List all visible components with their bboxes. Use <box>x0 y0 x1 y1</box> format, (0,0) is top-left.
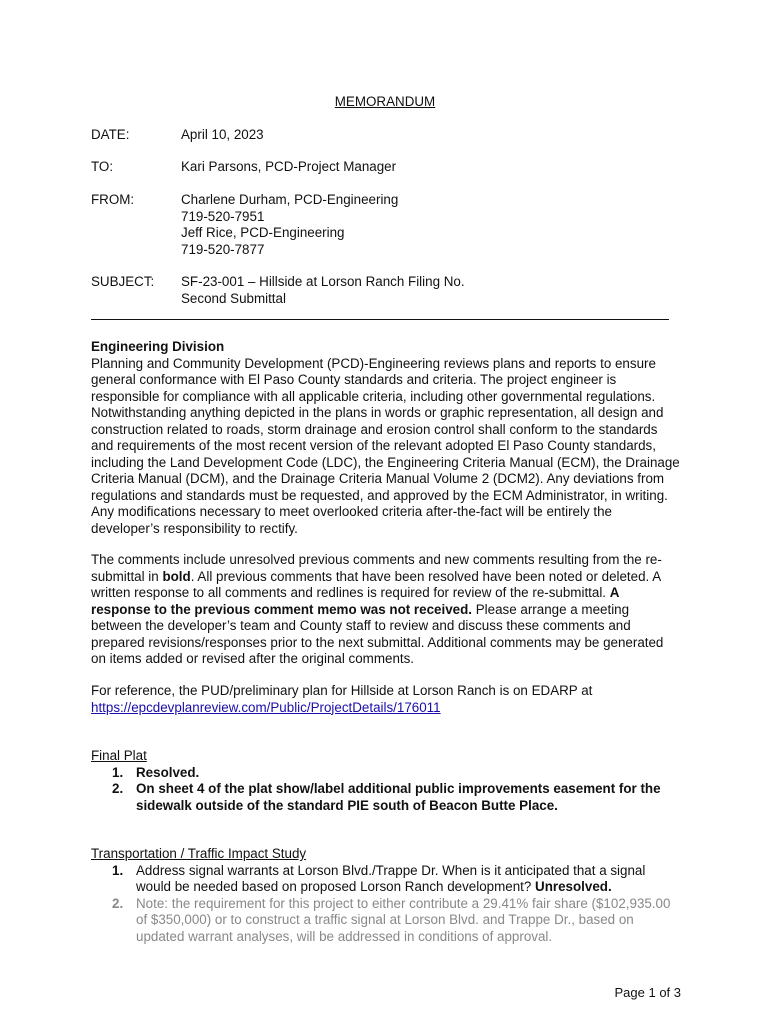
final-plat-section <box>91 748 681 814</box>
date-label: DATE: <box>91 127 130 142</box>
list-text: Note: the requirement for this project to either contribute a 29.41% fair share ($102,935.00 of $350,000) or to construct a traffic signal at Lorson Blvd. and Trappe Dr., based on updated warrant analyses, will be addressed in conditions of approval. <box>136 895 671 944</box>
list-item <box>91 781 681 814</box>
subject-line: Second Submittal <box>181 290 286 306</box>
list-item <box>91 896 681 946</box>
list-number: 1. <box>112 862 124 878</box>
edarp-link[interactable]: https://epcdevplanreview.com/Public/ProjectDetails/176011 <box>91 699 441 715</box>
list-number: 1. <box>112 764 124 780</box>
from-label: FROM: <box>91 192 135 207</box>
final-plat-list <box>91 765 681 815</box>
engineering-heading: Engineering Division <box>91 339 225 354</box>
list-status: Unresolved. <box>535 879 612 894</box>
from-line: Jeff Rice, PCD-Engineering <box>181 225 345 240</box>
final-plat-heading: Final Plat <box>91 748 147 763</box>
comments-bold-sentence: A response to the previous comment memo was not received. <box>91 585 619 617</box>
subject-value <box>181 274 465 307</box>
traffic-heading: Transportation / Traffic Impact Study <box>91 846 307 861</box>
from-line: 719-520-7951 <box>181 208 265 224</box>
list-item <box>91 863 681 896</box>
divider-rule <box>91 319 669 320</box>
comments-text: . All previous comments that have been resolved have been noted or deleted. A written response to all comments and redlines is required for review of the re-submittal. <box>91 568 661 600</box>
list-number: 2. <box>112 895 124 911</box>
engineering-body: Planning and Community Development (PCD)-Engineering reviews plans and reports to ensure general conformance with El Paso County standards and criteria. The project engineer is responsible for compliance with all applicable criteria, including other governmental regulations. Notwithstanding anything depicted in the plans in words or graphic representation, all design and construction related to roads, storm drainage and erosion control shall conform to the standards and requirements of the most recent version of the relevant adopted El Paso County standards, including the Land Development Code (LDC), the Engineering Criteria Manual (ECM), the Drainage Criteria Manual (DCM), and the Drainage Criteria Manual Volume 2 (DCM2). Any deviations from regulations and standards must be requested, and approved by the ECM Administrator, in writing. Any modifications necessary to meet overlooked criteria after-the-fact will be entirely the developer’s responsibility to rectify. <box>91 355 680 536</box>
list-text: Address signal warrants at Lorson Blvd./Trappe Dr. When is it anticipated that a signal would be needed based on proposed Lorson Ranch development? <box>136 862 646 894</box>
to-value: Kari Parsons, PCD-Project Manager <box>181 159 397 174</box>
page-number: Page 1 of 3 <box>614 985 681 1000</box>
list-text: On sheet 4 of the plat show/label additional public improvements easement for the sidewalk outside of the standard PIE south of Beacon Butte Place. <box>136 781 661 813</box>
subject-label: SUBJECT: <box>91 274 155 289</box>
engineering-section <box>91 339 681 537</box>
from-line: Charlene Durham, PCD-Engineering <box>181 192 399 207</box>
list-number: 2. <box>112 781 124 796</box>
reference-paragraph <box>91 683 681 716</box>
from-value <box>181 192 398 258</box>
date-value: April 10, 2023 <box>181 127 264 142</box>
from-line: 719-520-7877 <box>181 241 265 257</box>
reference-text: For reference, the PUD/preliminary plan for Hillside at Lorson Ranch is on EDARP at <box>91 683 593 698</box>
to-label: TO: <box>91 159 114 174</box>
traffic-list <box>91 863 681 946</box>
memo-title: MEMORANDUM <box>334 94 436 109</box>
comments-paragraph <box>91 552 681 668</box>
list-item <box>91 765 681 782</box>
comments-text: Please arrange a meeting between the developer’s team and County staff to review and discuss these comments and prepared revisions/responses prior to the next submittal. Additional comments may be generated on items added or revised after the original comments. <box>91 601 664 666</box>
comments-bold-word: bold <box>162 568 191 584</box>
list-text: Resolved. <box>136 764 200 780</box>
comments-text: The comments include unresolved previous comments and new comments resulting from the re-submittal in <box>91 552 662 584</box>
traffic-section <box>91 846 681 945</box>
subject-line: SF-23-001 – Hillside at Lorson Ranch Filing No. <box>181 274 465 289</box>
